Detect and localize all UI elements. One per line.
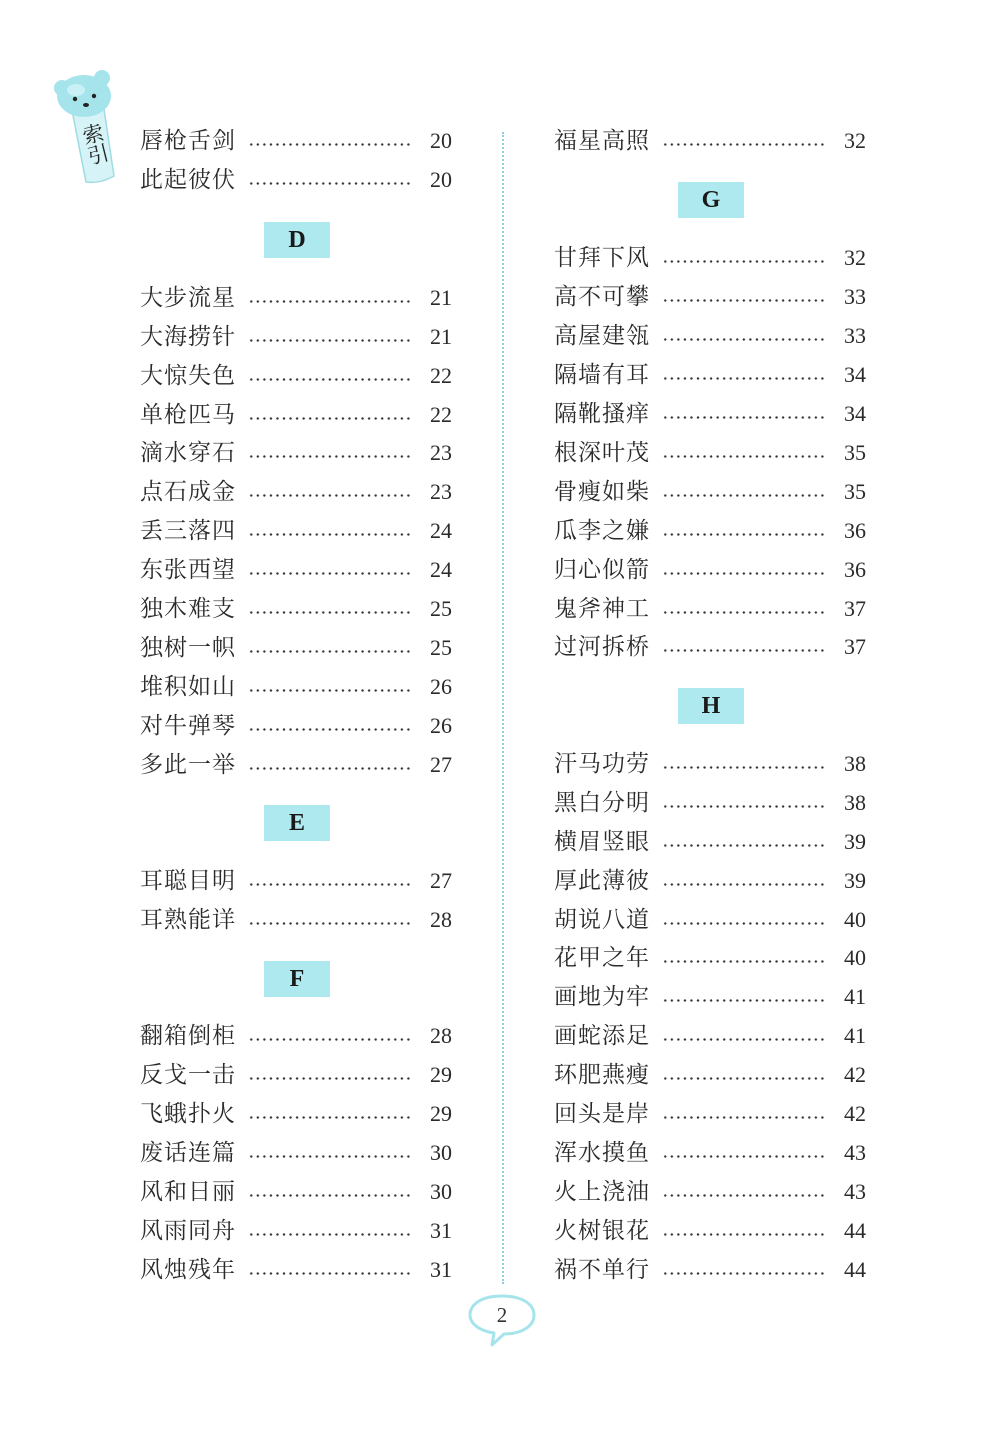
idiom-name: 单枪匹马 [140,402,236,428]
page-ref: 33 [844,284,866,309]
page-ref: 24 [430,557,452,582]
dot-leader [662,1194,826,1197]
page-ref: 37 [844,596,866,621]
page-ref: 28 [430,907,452,932]
dot-leader [248,494,412,497]
page-ref: 22 [430,363,452,388]
dot-leader [662,1233,826,1236]
page-ref: 27 [430,868,452,893]
idiom-name: 黑白分明 [554,790,650,816]
idiom-name: 根深叶茂 [554,440,650,466]
idiom-name: 回头是岸 [554,1101,650,1127]
page-ref: 38 [844,751,866,776]
dot-leader [662,1077,826,1080]
index-entry [554,1019,866,1053]
idiom-name: 画蛇添足 [554,1023,650,1049]
page-ref: 25 [430,635,452,660]
idiom-name: 火树银花 [554,1218,650,1244]
dot-leader [248,611,412,614]
page-ref: 34 [844,362,866,387]
index-entry [554,397,866,431]
page-ref: 43 [844,1179,866,1204]
index-entry [140,1214,452,1248]
page-ref: 21 [430,285,452,310]
page-number-badge [466,1293,538,1349]
page-ref: 27 [430,752,452,777]
index-entry [140,748,452,782]
index-entry [140,436,452,470]
dot-leader [662,611,826,614]
index-entry [140,631,452,665]
idiom-name: 堆积如山 [140,674,236,700]
dot-leader [662,299,826,302]
dot-leader [662,999,826,1002]
idiom-name: 画地为牢 [554,984,650,1010]
index-entry [554,630,866,664]
page-number: 2 [496,1303,508,1327]
page-ref: 40 [844,907,866,932]
idiom-name: 翻箱倒柜 [140,1023,236,1049]
dot-leader [662,1116,826,1119]
idiom-name: 福星高照 [554,128,650,154]
index-entry [554,1175,866,1209]
dot-leader [662,766,826,769]
page-ref: 32 [844,128,866,153]
index-entry [554,1058,866,1092]
idiom-name: 耳聪目明 [140,868,236,894]
page-ref: 37 [844,634,866,659]
page-ref: 39 [844,868,866,893]
idiom-name: 风雨同舟 [140,1218,236,1244]
index-entry [140,1058,452,1092]
idiom-name: 风和日丽 [140,1179,236,1205]
index-entry [554,864,866,898]
idiom-name: 大海捞针 [140,324,236,350]
dot-leader [248,883,412,886]
index-entry [140,553,452,587]
dot-leader [248,378,412,381]
index-entry [554,280,866,314]
idiom-name: 对牛弹琴 [140,713,236,739]
index-entry [140,475,452,509]
index-entry [140,1253,452,1287]
page-ref: 38 [844,790,866,815]
dot-leader [248,143,412,146]
page-ref: 23 [430,440,452,465]
idiom-name: 环肥燕瘦 [554,1062,650,1088]
dot-leader [662,805,826,808]
page-ref: 23 [430,479,452,504]
dot-leader [248,1038,412,1041]
dot-leader [662,572,826,575]
dot-leader [248,1116,412,1119]
page-ref: 42 [844,1062,866,1087]
left-index-column [140,0,452,1431]
dot-leader [248,689,412,692]
idiom-name: 瓜李之嫌 [554,518,650,544]
idiom-name: 骨瘦如柴 [554,479,650,505]
idiom-name: 滴水穿石 [140,440,236,466]
idiom-name: 独木难支 [140,596,236,622]
index-entry [140,398,452,432]
dot-leader [662,1038,826,1041]
page-ref: 43 [844,1140,866,1165]
index-entry [140,1175,452,1209]
index-tab-bookmark [50,66,126,190]
dot-leader [248,1233,412,1236]
dot-leader [248,1194,412,1197]
idiom-name: 过河拆桥 [554,634,650,660]
idiom-name: 风烛残年 [140,1257,236,1283]
dot-leader [662,260,826,263]
index-entry [554,319,866,353]
page-ref: 32 [844,245,866,270]
dot-leader [248,728,412,731]
page-ref: 20 [430,128,452,153]
index-entry [554,1253,866,1287]
index-entry [140,709,452,743]
idiom-name: 横眉竖眼 [554,829,650,855]
page-ref: 35 [844,440,866,465]
index-entry [140,1097,452,1131]
index-entry [554,553,866,587]
idiom-name: 点石成金 [140,479,236,505]
index-entry [554,786,866,820]
section-letter-f: F [264,961,330,997]
page-ref: 29 [430,1062,452,1087]
index-entry [140,514,452,548]
page-ref: 30 [430,1179,452,1204]
idiom-name: 耳熟能详 [140,907,236,933]
page-ref: 29 [430,1101,452,1126]
page-ref: 35 [844,479,866,504]
page-ref: 33 [844,323,866,348]
page-ref: 41 [844,984,866,1009]
index-entry [554,592,866,626]
section-letter-g: G [678,182,744,218]
page-ref: 40 [844,945,866,970]
idiom-name: 多此一举 [140,752,236,778]
idiom-name: 甘拜下风 [554,245,650,271]
page-ref: 24 [430,518,452,543]
page-ref: 39 [844,829,866,854]
idiom-name: 火上浇油 [554,1179,650,1205]
idiom-name: 丢三落四 [140,518,236,544]
dot-leader [248,1077,412,1080]
page-ref: 28 [430,1023,452,1048]
idiom-name: 汗马功劳 [554,751,650,777]
page-ref: 20 [430,167,452,192]
page-ref: 21 [430,324,452,349]
idiom-name: 厚此薄彼 [554,868,650,894]
index-entry [554,825,866,859]
column-divider [502,132,504,1284]
index-entry [140,281,452,315]
page-ref: 30 [430,1140,452,1165]
section-letter-d: D [264,222,330,258]
idiom-name: 花甲之年 [554,945,650,971]
dot-leader [248,922,412,925]
idiom-name: 鬼斧神工 [554,596,650,622]
index-entry [140,1019,452,1053]
index-entry [140,592,452,626]
idiom-name: 浑水摸鱼 [554,1140,650,1166]
dot-leader [248,650,412,653]
dot-leader [662,883,826,886]
index-entry [140,124,452,158]
page-ref: 34 [844,401,866,426]
dot-leader [662,844,826,847]
index-entry [554,747,866,781]
page-ref: 41 [844,1023,866,1048]
page-ref: 36 [844,518,866,543]
index-entry [554,1136,866,1170]
idiom-name: 隔墙有耳 [554,362,650,388]
section-letter-e: E [264,805,330,841]
index-entry [554,358,866,392]
dot-leader [662,416,826,419]
dot-leader [248,1155,412,1158]
section-letter-h: H [678,688,744,724]
dot-leader [248,339,412,342]
index-entry [140,864,452,898]
index-entry [554,1097,866,1131]
page-ref: 36 [844,557,866,582]
page-ref: 31 [430,1257,452,1282]
idiom-name: 祸不单行 [554,1257,650,1283]
tab-label: 索引 [77,120,112,168]
index-entry [140,163,452,197]
idiom-name: 隔靴搔痒 [554,401,650,427]
dot-leader [248,300,412,303]
page-ref: 44 [844,1218,866,1243]
index-entry [554,1214,866,1248]
index-entry [554,241,866,275]
idiom-name: 大惊失色 [140,363,236,389]
index-entry [140,670,452,704]
idiom-name: 高屋建瓴 [554,323,650,349]
dot-leader [248,182,412,185]
index-entry [140,1136,452,1170]
idiom-name: 飞蛾扑火 [140,1101,236,1127]
index-entry [554,475,866,509]
dot-leader [662,455,826,458]
dot-leader [662,338,826,341]
page-ref: 26 [430,674,452,699]
dot-leader [662,377,826,380]
page-ref: 26 [430,713,452,738]
idiom-name: 反戈一击 [140,1062,236,1088]
index-entry [554,514,866,548]
dot-leader [248,572,412,575]
dot-leader [248,767,412,770]
dot-leader [662,494,826,497]
right-index-column [554,0,866,1431]
index-entry [554,124,866,158]
idiom-name: 此起彼伏 [140,167,236,193]
index-entry [140,359,452,393]
dot-leader [662,1272,826,1275]
idiom-name: 大步流星 [140,285,236,311]
idiom-name: 唇枪舌剑 [140,128,236,154]
index-entry [554,980,866,1014]
dot-leader [662,143,826,146]
dot-leader [248,417,412,420]
idiom-name: 胡说八道 [554,907,650,933]
index-entry [554,941,866,975]
index-entry [554,436,866,470]
dot-leader [248,1272,412,1275]
index-entry [554,903,866,937]
idiom-name: 独树一帜 [140,635,236,661]
dot-leader [662,922,826,925]
idiom-name: 归心似箭 [554,557,650,583]
dot-leader [662,533,826,536]
idiom-name: 废话连篇 [140,1140,236,1166]
dot-leader [662,649,826,652]
page-ref: 44 [844,1257,866,1282]
page-ref: 31 [430,1218,452,1243]
index-entry [140,320,452,354]
idiom-name: 东张西望 [140,557,236,583]
page-ref: 42 [844,1101,866,1126]
dot-leader [248,533,412,536]
page-ref: 22 [430,402,452,427]
idiom-name: 高不可攀 [554,284,650,310]
index-entry [140,903,452,937]
dot-leader [662,960,826,963]
dot-leader [248,455,412,458]
page-ref: 25 [430,596,452,621]
dot-leader [662,1155,826,1158]
